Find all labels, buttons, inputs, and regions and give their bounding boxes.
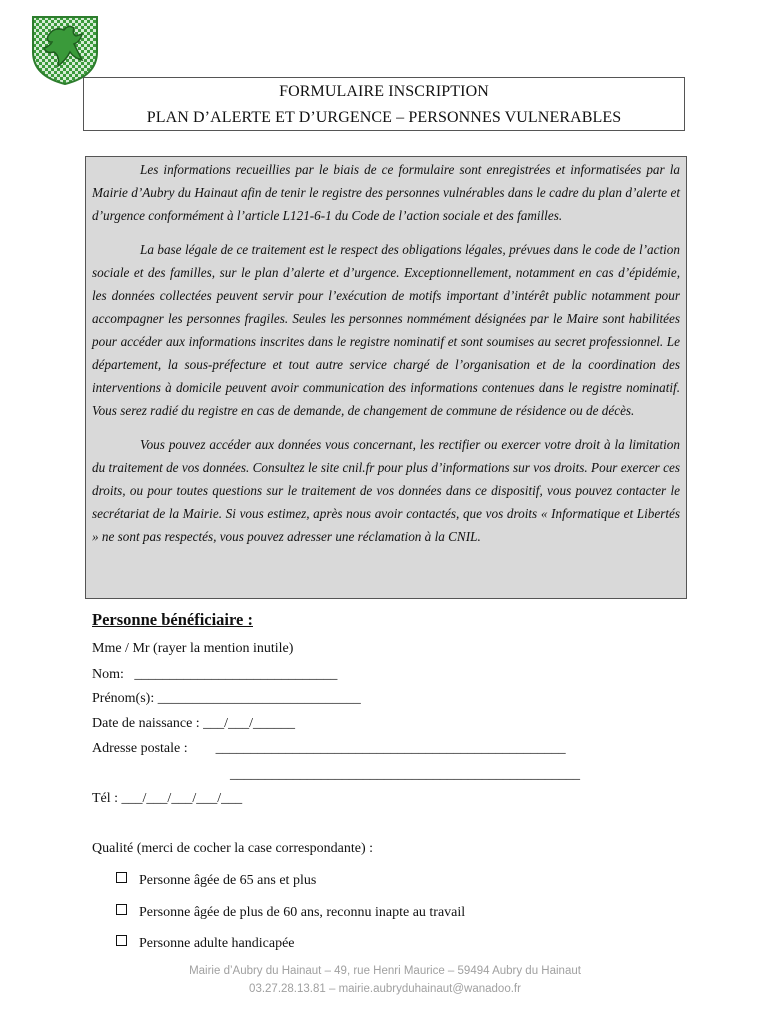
prenom-field[interactable]: Prénom(s): _____________________________ bbox=[92, 691, 361, 706]
civility-field[interactable]: Mme / Mr (rayer la mention inutile) bbox=[92, 641, 294, 656]
privacy-paragraph-2: La base légale de ce traitement est le respect des obligations légales, prévues dans le code de l’action sociale et des familles, sur le plan d’alerte et d’urgence. Exceptionnellement, notamment en cas d’épidémie, les données collectées peuvent servir pour l’exécution de motifs important d’intérêt public notamment pour accompagner les personnes fragiles. Seules les personnes nommément désignées par le Maire sont habilitées pour accéder aux informations inscrites dans le registre nominatif et sont soumises au secret professionnel. Le département, la sous-préfecture et tout autre service chargé de l’organisation et de la coordination des interventions à domicile peuvent avoir communication des informations contenues dans le registre nominatif. Vous serez radié du registre en cas de demande, de changement de commune de résidence ou de décès. bbox=[92, 242, 680, 418]
form-subtitle: PLAN D’ALERTE ET D’URGENCE – PERSONNES VULNERABLES bbox=[146, 109, 622, 126]
form-title: FORMULAIRE INSCRIPTION bbox=[279, 83, 489, 100]
option-label: Personne âgée de 65 ans et plus bbox=[139, 873, 317, 888]
birthdate-field[interactable]: Date de naissance : ___/___/______ bbox=[92, 716, 295, 731]
privacy-paragraph-1: Les informations recueillies par le biais de ce formulaire sont enregistrées et informatisées par la Mairie d’Aubry du Hainaut afin de tenir le registre des personnes vulnérables dans le cadre du plan d’alerte et d’urgence conformément à l’article L121-6-1 du Code de l’action sociale et des familles. bbox=[92, 162, 680, 223]
option-65-plus[interactable] bbox=[116, 872, 316, 890]
option-60-plus-inapte[interactable] bbox=[116, 904, 465, 922]
checkbox[interactable] bbox=[116, 872, 127, 883]
option-adulte-handicape[interactable] bbox=[116, 935, 295, 953]
section-title: Personne bénéficiaire : bbox=[92, 610, 253, 629]
phone-field[interactable]: Tél : ___/___/___/___/___ bbox=[92, 791, 243, 806]
privacy-paragraph-3: Vous pouvez accéder aux données vous concernant, les rectifier ou exercer votre droit à la limitation du traitement de vos données. Consultez le site cnil.fr pour plus d’informations sur vos droits. Pour exercer ces droits, ou pour toutes questions sur le traitement de vos données dans ce dispositif, vous pouvez contacter le secrétariat de la Mairie. Si vous estimez, après nous avoir contactés, que vos droits « Informatique et Libertés » ne sont pas respectés, vous pouvez adresser une réclamation à la CNIL. bbox=[92, 437, 680, 544]
footer-address: Mairie d’Aubry du Hainaut – 49, rue Henri Maurice – 59494 Aubry du Hainaut bbox=[189, 965, 581, 977]
footer-contact: 03.27.28.13.81 – mairie.aubryduhainaut@wanadoo.fr bbox=[249, 983, 521, 995]
lion-crest-icon bbox=[30, 14, 100, 86]
qualite-label: Qualité (merci de cocher la case correspondante) : bbox=[92, 841, 374, 856]
option-label: Personne âgée de plus de 60 ans, reconnu inapte au travail bbox=[139, 905, 466, 920]
checkbox[interactable] bbox=[116, 904, 127, 915]
checkbox[interactable] bbox=[116, 935, 127, 946]
privacy-notice bbox=[85, 156, 687, 599]
address-field-line-2[interactable]: __________________________________________________ bbox=[230, 767, 580, 782]
form-title-box bbox=[83, 77, 685, 131]
page-footer bbox=[0, 962, 770, 998]
address-field[interactable]: Adresse postale : __________________________________________________ bbox=[92, 741, 566, 756]
nom-field[interactable]: Nom: _____________________________ bbox=[92, 667, 338, 682]
option-label: Personne adulte handicapée bbox=[139, 936, 295, 951]
